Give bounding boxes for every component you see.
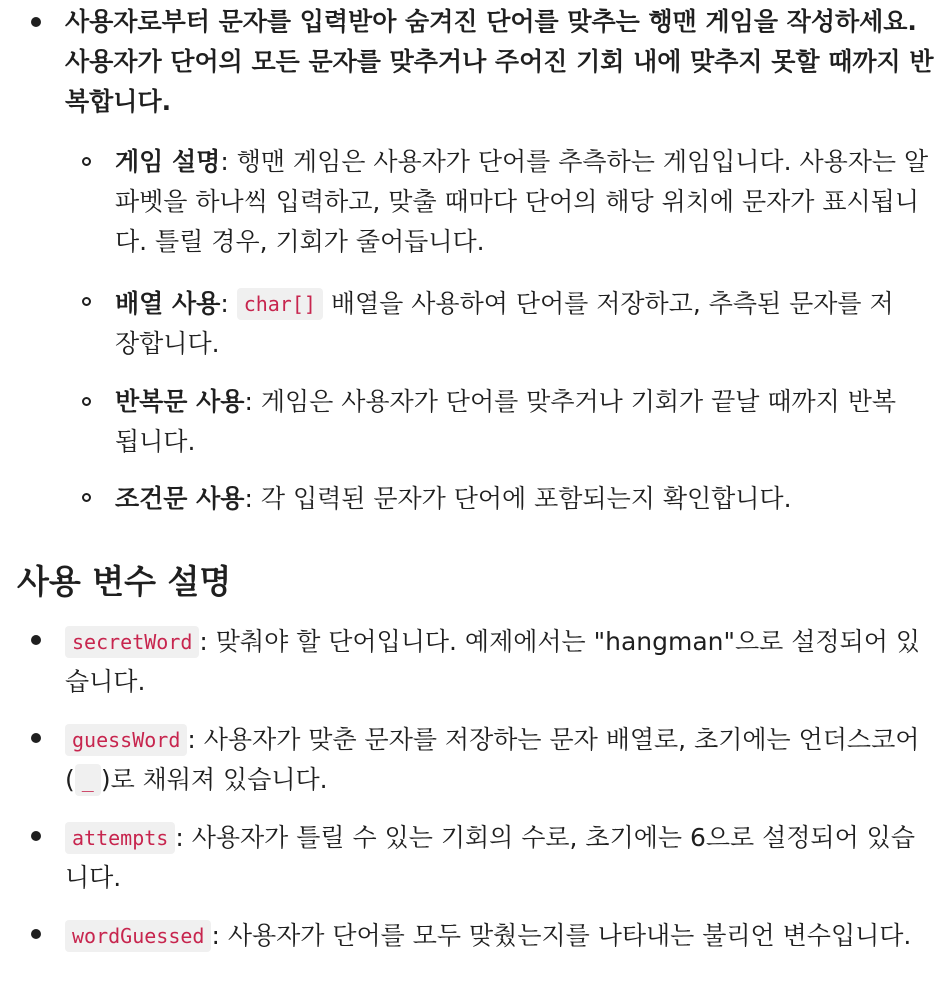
detail-loop-usage — [115, 382, 915, 462]
task-description — [65, 2, 935, 122]
variable-attempts — [65, 818, 915, 898]
bullet — [31, 929, 41, 939]
detail-separator: : — [220, 147, 237, 176]
sub-bullet — [82, 297, 91, 306]
detail-separator: : — [244, 484, 261, 513]
variable-secretWord — [65, 622, 935, 702]
bullet — [31, 831, 41, 841]
variable-guessWord — [65, 720, 935, 800]
detail-separator: : — [220, 289, 237, 318]
variable-name: guessWord — [65, 724, 187, 756]
detail-term: 게임 설명 — [115, 147, 221, 176]
detail-text: 각 입력된 문자가 단어에 포함되는지 확인합니다. — [260, 484, 792, 513]
detail-text: 배열을 사용하여 단어를 저장하고, 추측된 문자를 저장합니다. — [115, 289, 894, 358]
detail-array-usage — [115, 284, 915, 364]
task-text: 사용자로부터 문자를 입력받아 숨겨진 단어를 맞추는 행맨 게임을 작성하세요. 사용자가 단어의 모든 문자를 맞추거나 주어진 기회 내에 맞추지 못할 때까지 반복합니다. — [65, 7, 934, 116]
detail-term: 반복문 사용 — [115, 387, 245, 416]
inline-code: _ — [75, 764, 101, 796]
detail-conditional-usage — [115, 479, 937, 519]
variable-name: wordGuessed — [65, 920, 211, 952]
variable-name: attempts — [65, 822, 175, 854]
sub-bullet — [82, 493, 91, 502]
sub-bullet — [82, 157, 91, 166]
variable-wordGuessed — [65, 916, 935, 956]
detail-separator: : — [244, 387, 261, 416]
section-heading: 사용 변수 설명 — [17, 562, 232, 601]
detail-term: 배열 사용 — [115, 289, 221, 318]
detail-text: 행맨 게임은 사용자가 단어를 추측하는 게임입니다. 사용자는 알파벳을 하나씩 입력하고, 맞출 때마다 단어의 해당 위치에 문자가 표시됩니다. 틀릴 경우, 기회가 줄어듭니다. — [115, 147, 929, 256]
detail-game-description — [115, 142, 937, 262]
variable-description-end: )로 채워져 있습니다. — [100, 765, 328, 794]
sub-bullet — [82, 397, 91, 406]
variable-description: : 사용자가 맞춘 문자를 저장하는 문자 배열로, 초기에는 언더스코어( — [65, 725, 920, 794]
bullet — [31, 635, 41, 645]
bullet — [31, 17, 41, 27]
variable-description: : 사용자가 틀릴 수 있는 기회의 수로, 초기에는 6으로 설정되어 있습니다. — [65, 823, 915, 892]
variable-description: : 사용자가 단어를 모두 맞췄는지를 나타내는 불리언 변수입니다. — [211, 921, 912, 950]
inline-code: char[] — [237, 288, 323, 320]
variable-description: : 맞춰야 할 단어입니다. 예제에서는 "hangman"으로 설정되어 있습니다. — [65, 627, 920, 696]
variable-name: secretWord — [65, 626, 199, 658]
detail-text: 게임은 사용자가 단어를 맞추거나 기회가 끝날 때까지 반복됩니다. — [115, 387, 897, 456]
detail-term: 조건문 사용 — [115, 484, 245, 513]
bullet — [31, 733, 41, 743]
